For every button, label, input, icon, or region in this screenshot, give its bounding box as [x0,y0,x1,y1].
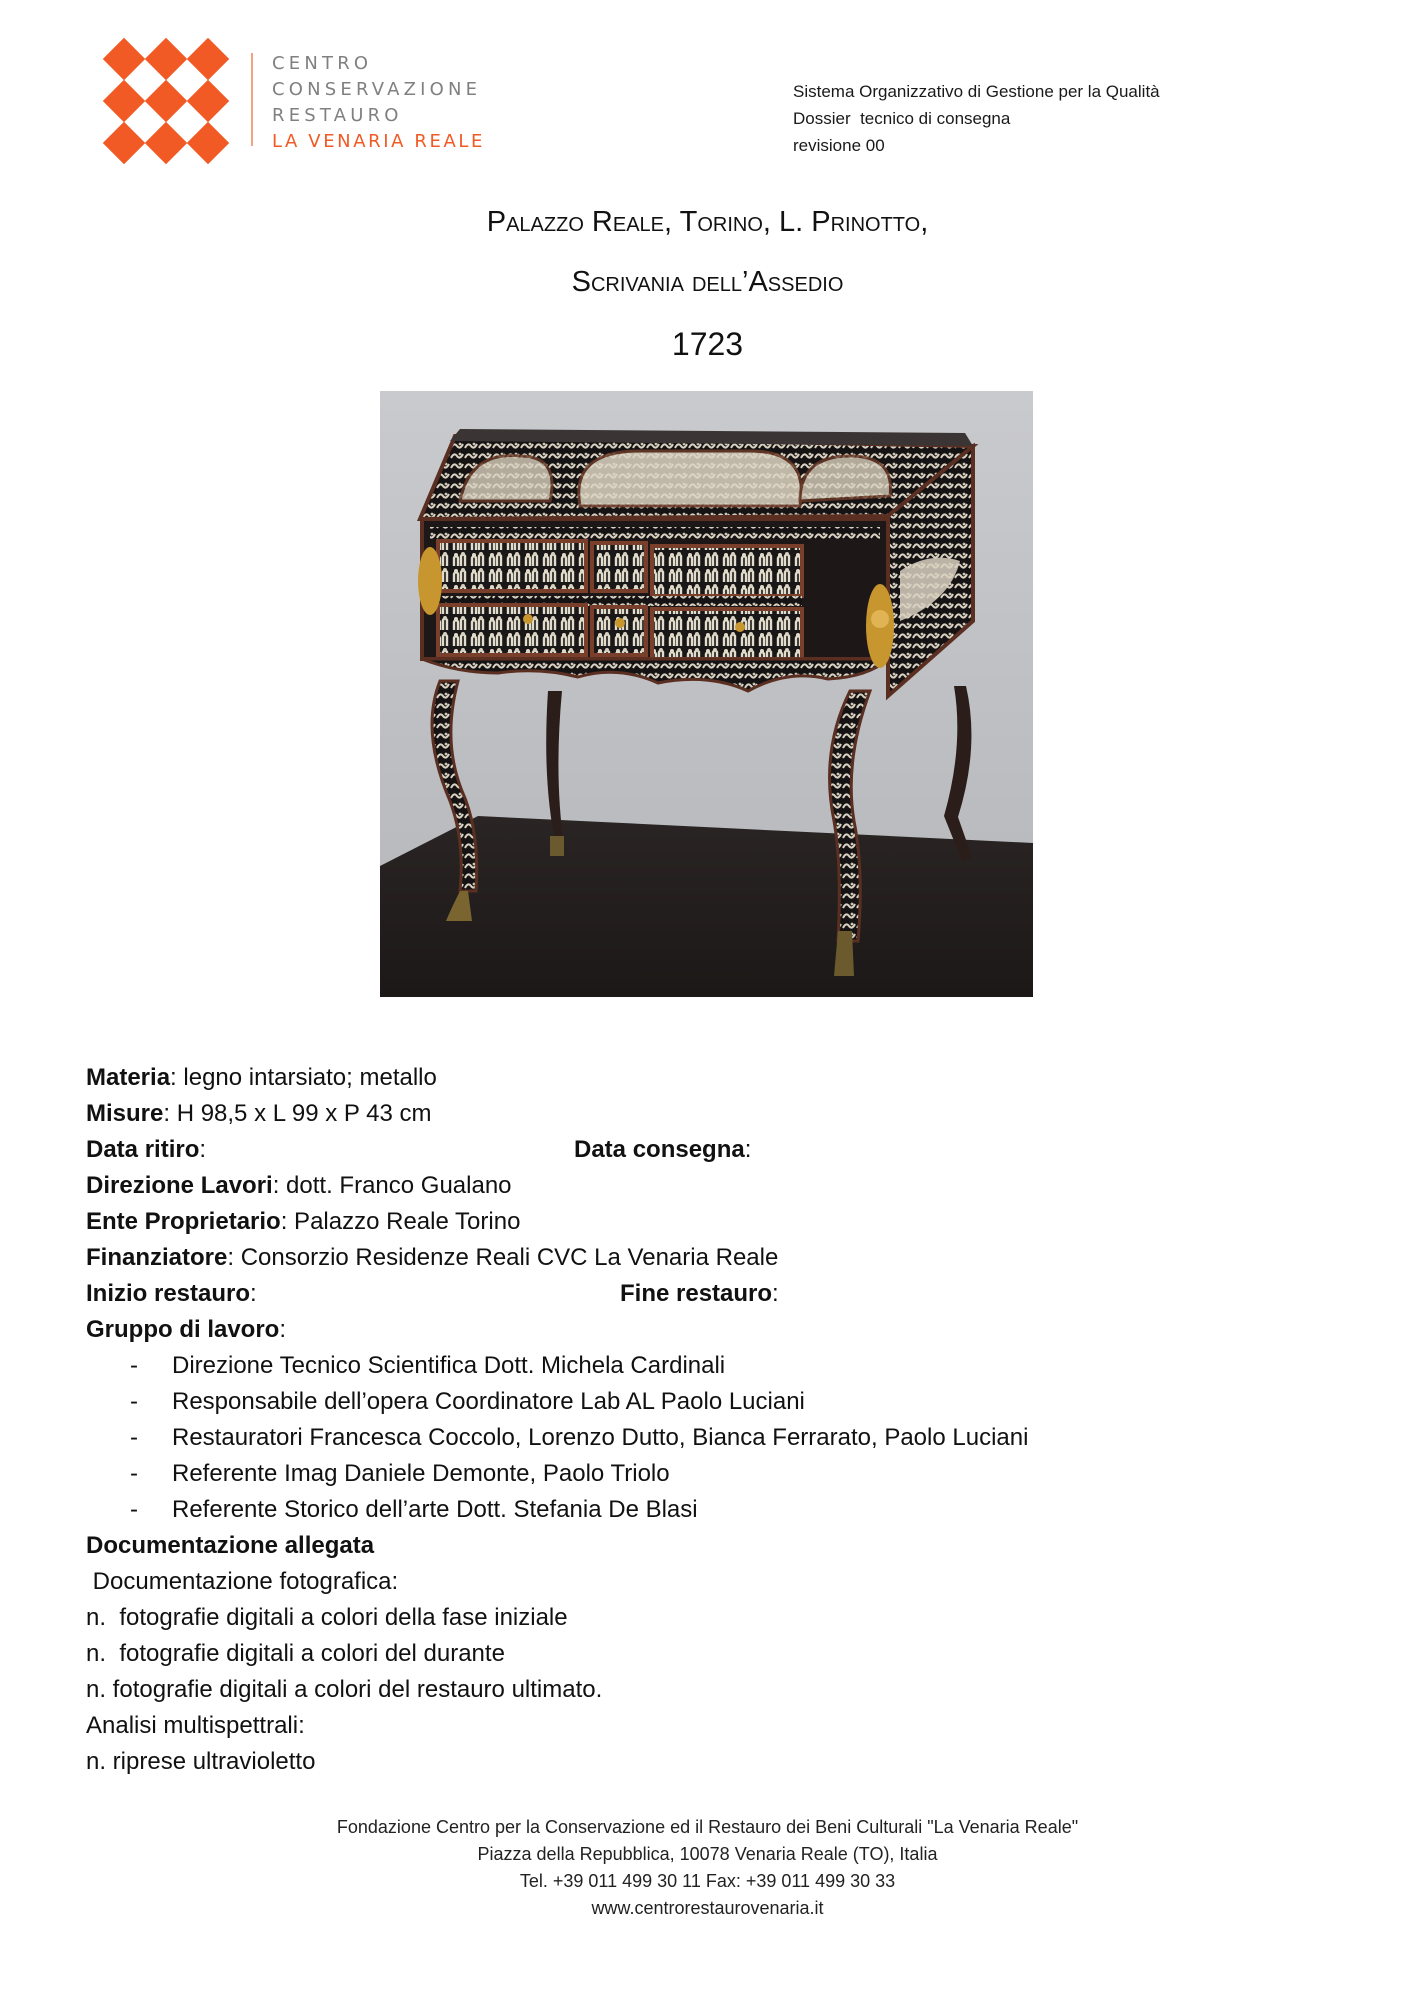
organization-logo [103,38,503,164]
bullet-dash: - [130,1388,138,1415]
artwork-photo [380,391,1033,997]
field-value: : Consorzio Residenze Reali CVC La Venaria Reale [227,1244,779,1271]
field-label: Materia [86,1064,171,1091]
field-dates-pickup-delivery [86,1132,1336,1168]
page-subtitle: Scrivania dell’Assedio [571,266,844,298]
field-gruppo-di-lavoro [86,1312,1336,1348]
bullet-dash: - [130,1352,138,1379]
field-direzione-lavori [86,1168,1336,1204]
team-member-item [86,1384,1336,1420]
team-member-text: Referente Storico dell’arte Dott. Stefania De Blasi [172,1496,698,1523]
footer-address: Piazza della Repubblica, 10078 Venaria Reale (TO), Italia [477,1844,938,1864]
dossier-label: Dossier tecnico di consegna [793,109,1011,128]
team-member-text: Responsabile dell’opera Coordinatore Lab AL Paolo Luciani [172,1388,805,1415]
bullet-dash: - [130,1460,138,1487]
field-label: Data consegna [574,1136,745,1163]
quality-system-label: Sistema Organizzativo di Gestione per la Qualità [793,82,1160,101]
team-member-item [86,1348,1336,1384]
field-label: Fine restauro [620,1280,773,1307]
page-footer [0,1814,1415,1922]
bullet-dash: - [130,1496,138,1523]
field-materia [86,1060,1336,1096]
field-label: Finanziatore [86,1244,228,1271]
field-value: : Palazzo Reale Torino [280,1208,521,1235]
section-heading: Documentazione allegata [86,1532,375,1559]
footer-phone-fax: Tel. +39 011 499 30 11 Fax: +39 011 499 30 33 [519,1871,896,1891]
field-label: Direzione Lavori [86,1172,273,1199]
document-meta [793,78,1160,159]
logo-line-accent: LA VENARIA REALE [272,131,485,152]
logo-line: RESTAURO [272,105,403,126]
field-value: : H 98,5 x L 99 x P 43 cm [163,1100,432,1127]
photo-doc-item: n. fotografie digitali a colori del restauro ultimato. [86,1676,603,1703]
diamond-grid-icon [103,38,229,164]
team-member-text: Restauratori Francesca Coccolo, Lorenzo Dutto, Bianca Ferrarato, Paolo Luciani [172,1424,1029,1451]
page-title: Palazzo Reale, Torino, L. Prinotto, [486,206,929,238]
field-label: Inizio restauro [86,1280,251,1307]
analysis-heading: Analisi multispettrali: [86,1712,305,1739]
logo-line: CONSERVAZIONE [272,79,482,100]
field-value: : [250,1280,257,1307]
photo-doc-heading: Documentazione fotografica: [86,1568,399,1595]
field-label: Ente Proprietario [86,1208,281,1235]
team-member-item [86,1420,1336,1456]
field-value: : legno intarsiato; metallo [170,1064,437,1091]
logo-wordmark [272,51,485,155]
footer-organization: Fondazione Centro per la Conservazione ed il Restauro dei Beni Culturali "La Venaria Reale" [336,1817,1079,1837]
artwork-year: 1723 [671,326,744,362]
field-ente-proprietario [86,1204,1336,1240]
team-member-item [86,1456,1336,1492]
field-value: : dott. Franco Gualano [272,1172,512,1199]
field-value: : [279,1316,287,1343]
photo-doc-item: n. fotografie digitali a colori del durante [86,1640,505,1667]
field-misure [86,1096,1336,1132]
field-data-consegna [574,1132,751,1168]
field-value: : [199,1136,207,1163]
revision-label: revisione 00 [793,136,885,155]
footer-website-link[interactable]: www.centrorestaurovenaria.it [591,1898,824,1918]
field-fine-restauro [620,1276,779,1312]
photo-doc-item: n. fotografie digitali a colori della fase iniziale [86,1604,568,1631]
team-member-text: Referente Imag Daniele Demonte, Paolo Triolo [172,1460,670,1487]
field-label: Gruppo di lavoro [86,1316,280,1343]
team-member-text: Direzione Tecnico Scientifica Dott. Michela Cardinali [172,1352,726,1379]
field-label: Data ritiro [86,1136,200,1163]
logo-line: CENTRO [272,53,373,74]
analysis-item: n. riprese ultravioletto [86,1748,316,1775]
documentation-heading [86,1528,1336,1564]
logo-divider [251,53,253,146]
field-value: : [772,1280,779,1307]
technical-details [86,1060,1336,1780]
field-finanziatore [86,1240,1336,1276]
bullet-dash: - [130,1424,138,1451]
field-restoration-dates [86,1276,1336,1312]
field-label: Misure [86,1100,164,1127]
team-member-item [86,1492,1336,1528]
field-value: : [744,1136,752,1163]
